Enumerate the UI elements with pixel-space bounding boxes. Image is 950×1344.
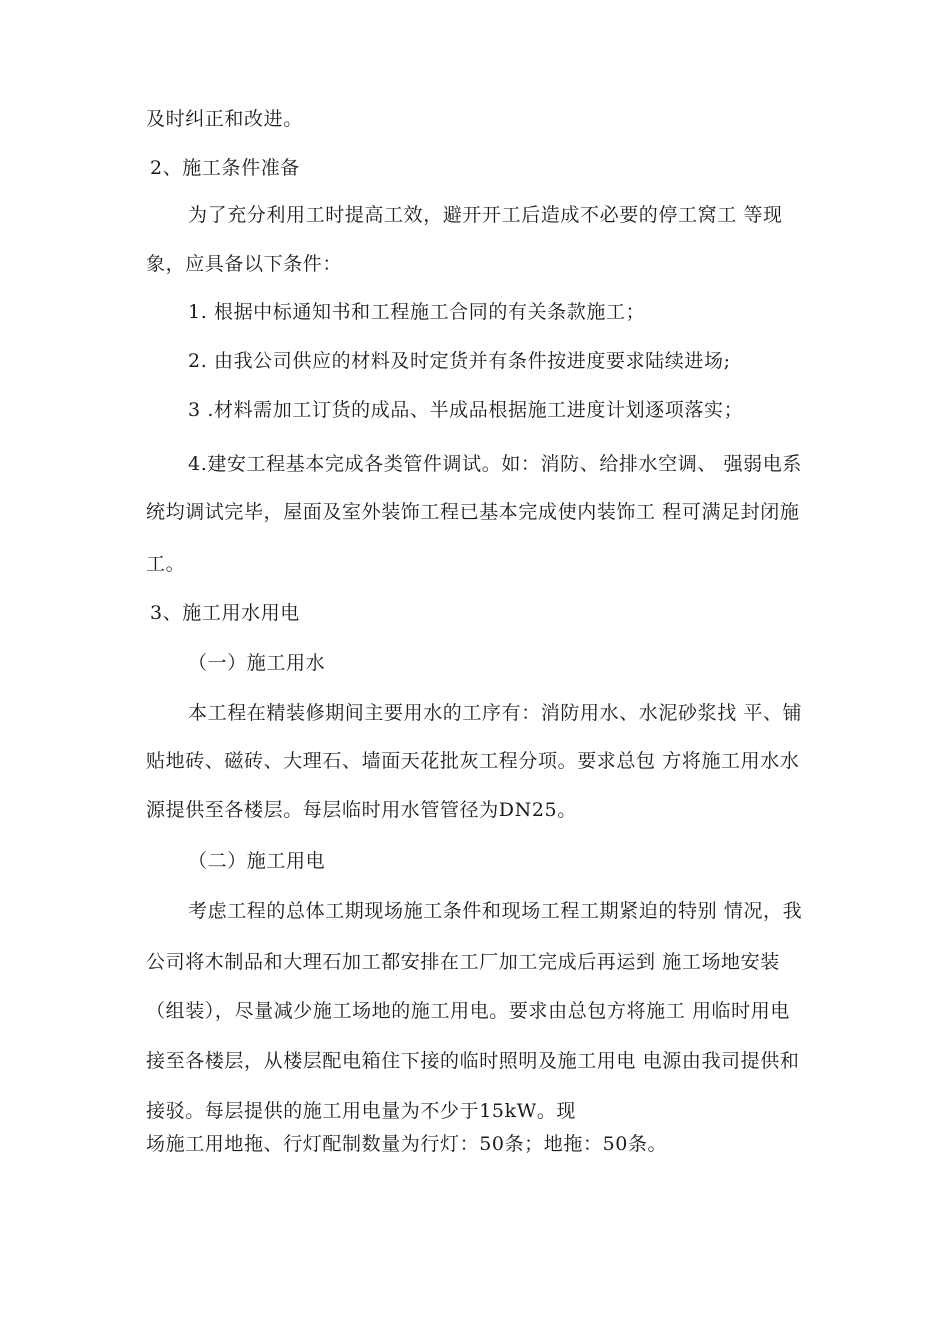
paragraph-line: 源提供至各楼层。每层临时用水管管径为DN25。 <box>146 799 577 821</box>
paragraph-line: 为了充分利用工时提高工效，避开开工后造成不必要的停工窝工 等现 <box>188 204 783 226</box>
paragraph-line: 贴地砖、磁砖、大理石、墙面天花批灰工程分项。要求总包 方将施工用水水 <box>146 750 800 772</box>
list-item: 4.建安工程基本完成各类管件调试。如：消防、给排水空调、 强弱电系 <box>188 453 802 475</box>
paragraph-line: （组装），尽量减少施工场地的施工用电。要求由总包方将施工 用临时用电 <box>146 1000 790 1022</box>
paragraph-line: 接至各楼层，从楼层配电箱住下接的临时照明及施工用电 电源由我司提供和 <box>146 1050 800 1072</box>
paragraph-line: 工。 <box>146 553 186 575</box>
paragraph-line: 公司将木制品和大理石加工都安排在工厂加工完成后再运到 施工场地安装 <box>146 951 780 973</box>
section-heading: 3、施工用水用电 <box>150 602 300 624</box>
section-heading: 2、施工条件准备 <box>150 157 300 179</box>
subsection-heading: （二）施工用电 <box>188 850 326 872</box>
list-item: 1. 根据中标通知书和工程施工合同的有关条款施工； <box>188 301 646 323</box>
paragraph-line: 考虑工程的总体工期现场施工条件和现场工程工期紧迫的特别 情况，我 <box>188 900 803 922</box>
list-item: 2. 由我公司供应的材料及时定货并有条件按进度要求陆续进场; <box>188 350 731 372</box>
paragraph-line: 场施工用地拖、行灯配制数量为行灯：50条；地拖：50条。 <box>146 1133 668 1155</box>
paragraph-line: 本工程在精装修期间主要用水的工序有：消防用水、水泥砂浆找 平、铺 <box>188 702 803 724</box>
paragraph-line: 统均调试完毕，屋面及室外装饰工程已基本完成使内装饰工 程可满足封闭施 <box>146 501 800 523</box>
paragraph-line: 及时纠正和改进。 <box>146 108 303 130</box>
paragraph-line: 象，应具备以下条件： <box>146 253 343 275</box>
subsection-heading: （一）施工用水 <box>188 652 326 674</box>
paragraph-line: 接驳。每层提供的施工用电量为不少于15kW。现 <box>146 1100 577 1122</box>
list-item: 3 .材料需加工订货的成品、半成品根据施工进度计划逐项落实； <box>188 399 744 421</box>
